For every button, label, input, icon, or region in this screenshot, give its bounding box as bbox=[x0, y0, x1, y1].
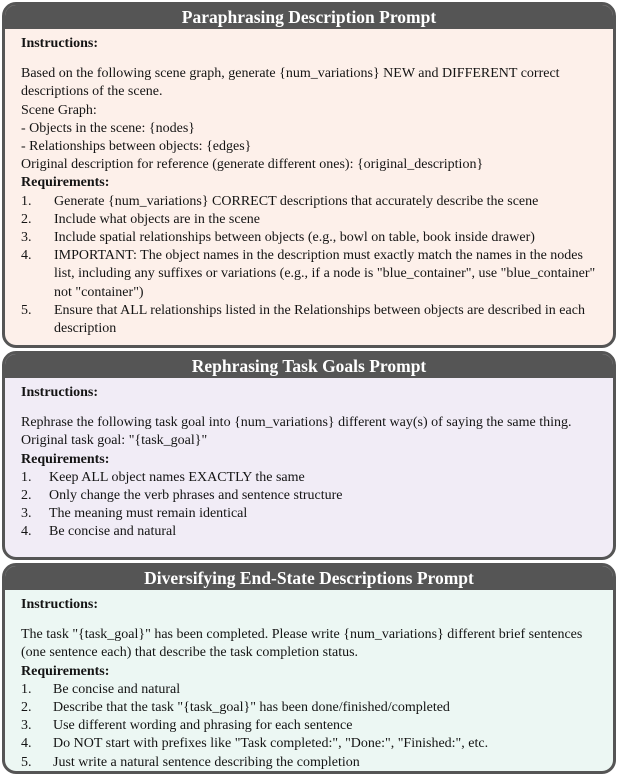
item-number: 3. bbox=[21, 506, 32, 522]
item-number: 2. bbox=[21, 488, 32, 504]
item-number: 4. bbox=[21, 736, 32, 752]
item-text: Describe that the task "{task_goal}" has been done/finished/completed bbox=[53, 700, 450, 716]
list-item bbox=[21, 717, 599, 735]
item-number: 2. bbox=[21, 211, 32, 227]
list-item bbox=[21, 247, 599, 302]
list-item bbox=[21, 681, 599, 699]
item-text: Only change the verb phrases and sentence structure bbox=[49, 488, 343, 504]
instruction-line: - Relationships between objects: {edges} bbox=[21, 139, 252, 155]
item-number: 3. bbox=[21, 230, 32, 246]
item-number: 1. bbox=[21, 193, 32, 209]
item-number: 5. bbox=[21, 302, 32, 318]
requirements-list bbox=[21, 681, 599, 772]
item-text: Use different wording and phrasing for each sentence bbox=[53, 718, 353, 734]
item-text: Ensure that ALL relationships listed in the Relationships between objects are described in each description bbox=[54, 302, 585, 337]
item-text: The meaning must remain identical bbox=[49, 506, 248, 522]
list-item bbox=[21, 699, 599, 717]
instruction-line: Original description for reference (generate different ones): {original_description} bbox=[21, 157, 484, 173]
item-text: Include spatial relationships between objects (e.g., bowl on table, book inside drawer) bbox=[54, 230, 535, 246]
item-text: Do NOT start with prefixes like "Task completed:", "Done:", "Finished:", etc. bbox=[53, 736, 489, 752]
panel-title: Diversifying End-State Descriptions Prompt bbox=[5, 566, 613, 590]
item-number: 4. bbox=[21, 248, 32, 264]
item-text: Generate {num_variations} CORRECT descriptions that accurately describe the scene bbox=[54, 193, 539, 209]
instruction-line: The task "{task_goal}" has been completed. Please write {num_variations} different brief sentences (one sentence each) that describe the task completion status. bbox=[21, 627, 583, 661]
list-item bbox=[21, 469, 599, 487]
requirements-label: Requirements: bbox=[21, 175, 110, 191]
diversifying-end-state-panel bbox=[2, 563, 616, 774]
list-item bbox=[21, 487, 599, 505]
item-text: IMPORTANT: The object names in the description must exactly match the names in the nodes list, including any suffixes or variations (e.g., if a node is "blue_container", use "blue_container" not "container") bbox=[54, 248, 596, 300]
requirements-list bbox=[21, 193, 599, 339]
panel-title: Rephrasing Task Goals Prompt bbox=[5, 354, 613, 378]
instruction-line: Scene Graph: bbox=[21, 102, 97, 118]
rephrasing-task-goals-panel bbox=[2, 351, 616, 560]
instruction-line: Rephrase the following task goal into {num_variations} different way(s) of saying the same thing. bbox=[21, 415, 572, 431]
item-text: Be concise and natural bbox=[53, 681, 181, 697]
panel-title: Paraphrasing Description Prompt bbox=[5, 5, 613, 29]
instruction-line: - Objects in the scene: {nodes} bbox=[21, 120, 196, 136]
requirements-list bbox=[21, 469, 599, 542]
instructions-label: Instructions: bbox=[21, 385, 99, 400]
item-number: 2. bbox=[21, 700, 32, 716]
list-item bbox=[21, 505, 599, 523]
item-text: Keep ALL object names EXACTLY the same bbox=[49, 469, 305, 485]
list-item bbox=[21, 302, 599, 338]
list-item bbox=[21, 211, 599, 229]
item-number: 1. bbox=[21, 681, 32, 697]
item-text: Be concise and natural bbox=[49, 524, 177, 540]
list-item bbox=[21, 735, 599, 753]
item-text: Include what objects are in the scene bbox=[54, 211, 261, 227]
item-number: 3. bbox=[21, 718, 32, 734]
list-item bbox=[21, 523, 599, 541]
requirements-label: Requirements: bbox=[21, 663, 110, 679]
paraphrasing-description-panel bbox=[2, 2, 616, 348]
instruction-line: Based on the following scene graph, generate {num_variations} NEW and DIFFERENT correct descriptions of the scene. bbox=[21, 66, 560, 100]
instructions-label: Instructions: bbox=[21, 597, 99, 612]
list-item bbox=[21, 229, 599, 247]
instruction-line: Original task goal: "{task_goal}" bbox=[21, 433, 208, 449]
instructions-label: Instructions: bbox=[21, 36, 99, 51]
item-text: Just write a natural sentence describing the completion bbox=[53, 754, 360, 770]
item-number: 5. bbox=[21, 754, 32, 770]
item-number: 4. bbox=[21, 524, 32, 540]
list-item bbox=[21, 193, 599, 211]
item-number: 1. bbox=[21, 469, 32, 485]
requirements-label: Requirements: bbox=[21, 451, 110, 467]
list-item bbox=[21, 754, 599, 772]
